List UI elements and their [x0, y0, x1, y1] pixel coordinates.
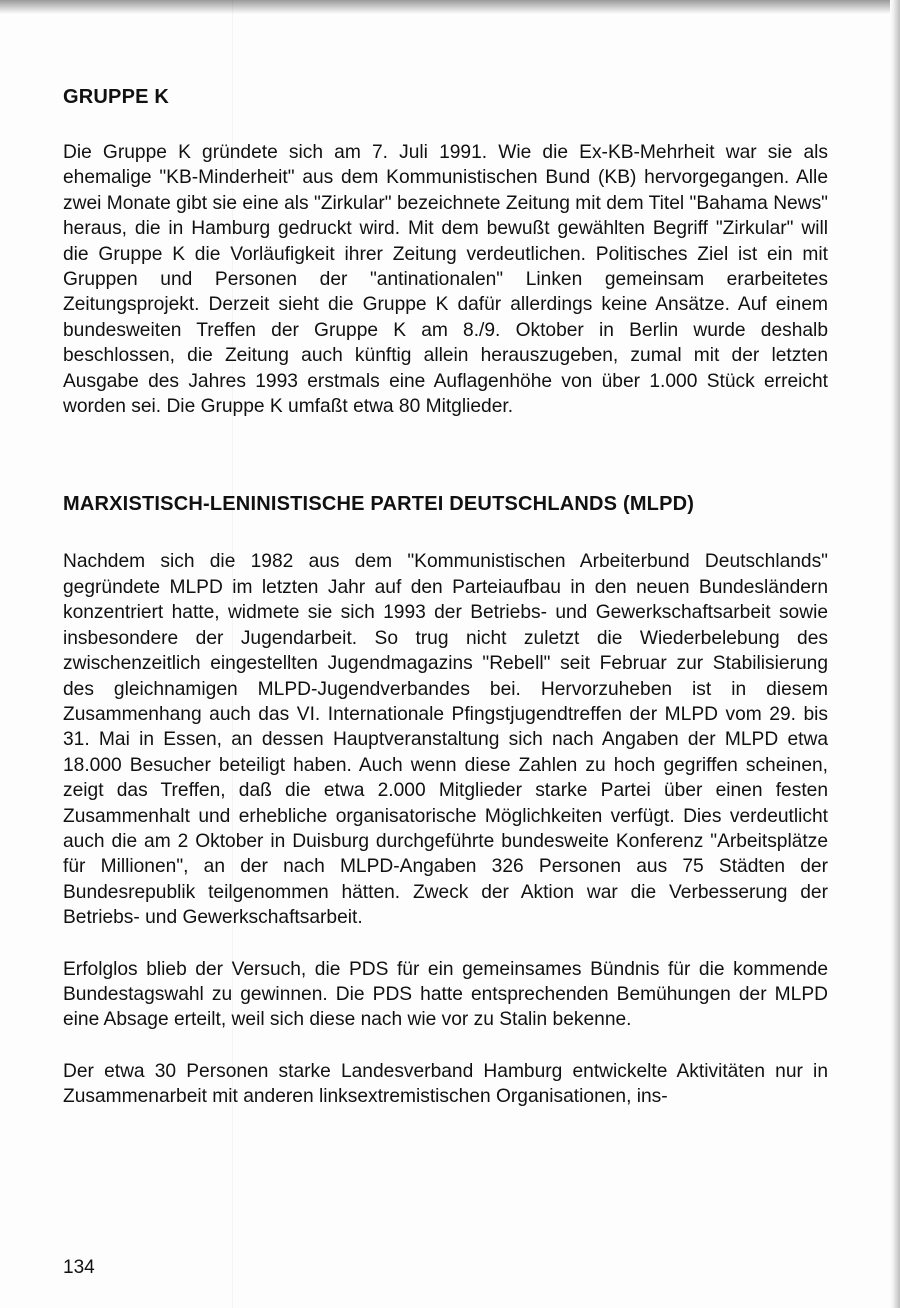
paragraph-mlpd-1: Nachdem sich die 1982 aus dem "Kommunistischen Arbeiterbund Deutschlands" gegründete MLPD im letzten Jahr auf den Parteiaufbau in den neuen Bundesländern konzentriert hatte, widmete sie sich 1993 der Betriebs- und Gewerkschaftsarbeit sowie insbesondere der Jugendarbeit. So trug nicht zuletzt die Wiederbelebung des zwischenzeitlich eingestellten Jugendmagazins "Rebell" seit Februar zur Stabilisierung des gleichnamigen MLPD-Jugendverbandes bei. Hervorzuheben ist in diesem Zusammenhang auch das VI. Internationale Pfingstjugendtreffen der MLPD vom 29. bis 31. Mai in Essen, an dessen Hauptveranstaltung sich nach Angaben der MLPD etwa 18.000 Besucher beteiligt haben. Auch wenn diese Zahlen zu hoch gegriffen scheinen, zeigt das Treffen, daß die etwa 2.000 Mitglieder starke Partei über einen festen Zusammenhalt und erhebliche organisatorische Möglichkeiten verfügt. Dies verdeutlicht auch die am 2 Oktober in Duisburg durchgeführte bundesweite Konferenz "Arbeitsplätze für Millionen", an der nach MLPD-Angaben 326 Personen aus 75 Städten der Bundesrepublik teilgenommen hätten. Zweck der Aktion war die Verbesserung der Betriebs- und Gewerkschaftsarbeit. — [63, 551, 828, 929]
paragraph-gruppe-k: Die Gruppe K gründete sich am 7. Juli 1991. Wie die Ex-KB-Mehrheit war sie als ehemalige "KB-Minderheit" aus dem Kommunistischen Bund (KB) hervorgegangen. Alle zwei Monate gibt sie eine als "Zirkular" bezeichnete Zeitung mit dem Titel "Bahama News" heraus, die in Hamburg gedruckt wird. Mit dem bewußt gewählten Begriff "Zirkular" will die Gruppe K die Vorläufigkeit ihrer Zeitung verdeutlichen. Politisches Ziel ist ein mit Gruppen und Personen der "antinationalen" Linken gemeinsam erarbeitetes Zeitungsprojekt. Derzeit sieht die Gruppe K dafür allerdings keine Ansätze. Auf einem bundesweiten Treffen der Gruppe K am 8./9. Oktober in Berlin wurde deshalb beschlossen, die Zeitung auch künftig allein herauszugeben, zumal mit der letzten Ausgabe des Jahres 1993 erstmals eine Auflagenhöhe von über 1.000 Stück erreicht worden sei. Die Gruppe K umfaßt etwa 80 Mitglieder. — [63, 142, 828, 418]
paragraph-mlpd-3: Der etwa 30 Personen starke Landesverband Hamburg entwickelte Aktivitäten nur in Zusammenarbeit mit anderen linksextremistischen Organisationen, ins- — [63, 1060, 828, 1108]
section-heading-mlpd: MARXISTISCH-LENINISTISCHE PARTEI DEUTSCHLANDS (MLPD) — [63, 493, 695, 516]
page-number: 134 — [63, 1257, 95, 1278]
scan-right-edge — [890, 0, 900, 1308]
section-mlpd — [63, 493, 828, 1109]
section-gruppe-k — [63, 86, 828, 419]
page-content — [63, 86, 828, 1110]
section-heading-gruppe-k: GRUPPE K — [63, 86, 170, 108]
paragraph-mlpd-2: Erfolglos blieb der Versuch, die PDS für ein gemeinsames Bündnis für die kommende Bundestagswahl zu gewinnen. Die PDS hatte entsprechenden Bemühungen der MLPD eine Absage erteilt, weil sich diese nach wie vor zu Stalin bekenne. — [63, 958, 828, 1031]
scan-top-edge — [0, 0, 900, 14]
